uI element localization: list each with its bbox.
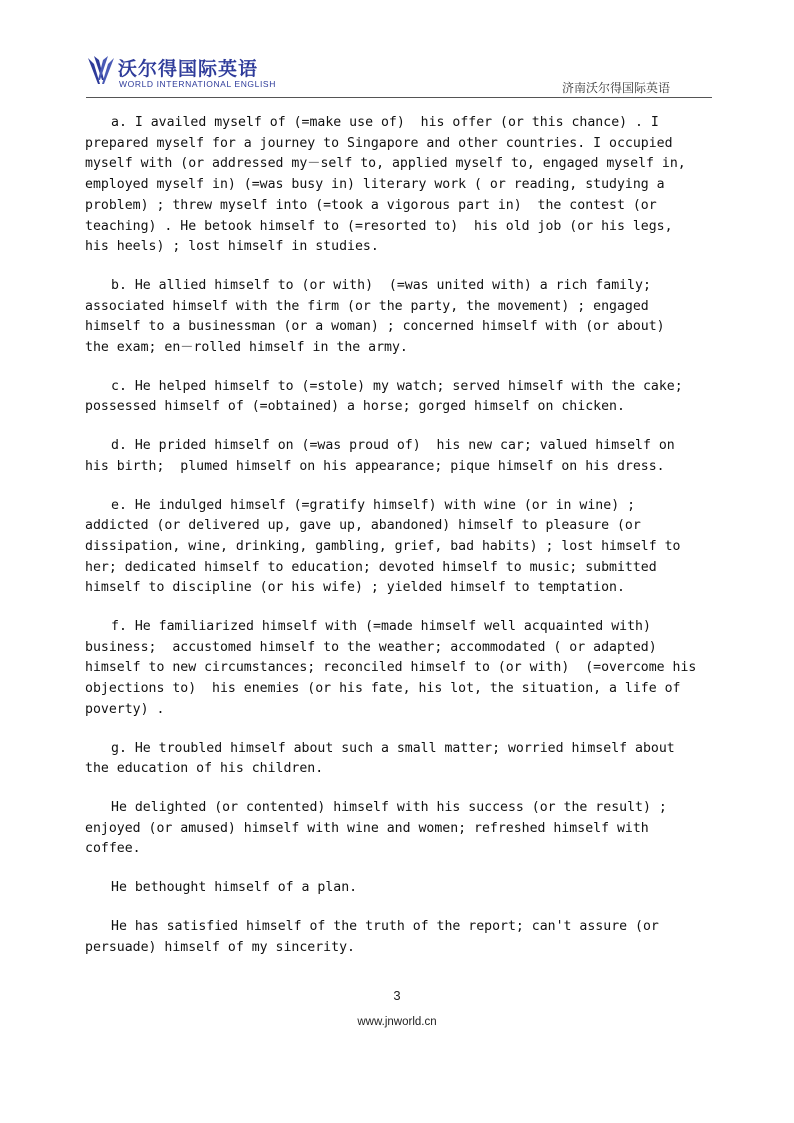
text-line: addicted (or delivered up, gave up, abandoned) himself to pleasure (or bbox=[85, 518, 641, 534]
logo-english-text: WORLD INTERNATIONAL ENGLISH bbox=[119, 79, 276, 89]
paragraph bbox=[85, 436, 710, 477]
text-line: persuade) himself of my sincerity. bbox=[85, 939, 355, 955]
text-line: poverty) . bbox=[85, 701, 165, 717]
text-line: teaching) . He betook himself to (=resorted to) his old job (or his legs, bbox=[85, 218, 673, 234]
paragraph bbox=[85, 878, 710, 899]
text-line: problem) ; threw myself into (=took a vigorous part in) the contest (or bbox=[85, 197, 657, 213]
text-line: his birth; plumed himself on his appearance; pique himself on his dress. bbox=[85, 458, 665, 474]
text-line: the education of his children. bbox=[85, 761, 324, 777]
text-line: a. I availed myself of (=make use of) his offer (or this chance) . I bbox=[111, 115, 659, 130]
page-number: 3 bbox=[393, 988, 401, 1003]
text-line: He delighted (or contented) himself with his success (or the result) ; bbox=[111, 799, 667, 815]
text-line: g. He troubled himself about such a small matter; worried himself about bbox=[111, 740, 675, 756]
paragraph bbox=[85, 496, 710, 600]
page-header bbox=[86, 52, 712, 98]
text-line: employed myself in) (=was busy in) literary work ( or reading, studying a bbox=[85, 177, 665, 193]
paragraph bbox=[85, 617, 710, 721]
text-line: himself to discipline (or his wife) ; yielded himself to temptation. bbox=[85, 580, 625, 596]
brand-logo bbox=[86, 52, 326, 92]
paragraph bbox=[85, 276, 710, 359]
paragraph bbox=[85, 739, 710, 780]
paragraph bbox=[85, 113, 710, 258]
text-line: himself to a businessman (or a woman) ; concerned himself with (or about) bbox=[85, 319, 665, 335]
text-line: himself to new circumstances; reconciled himself to (or with) (=overcome his bbox=[85, 660, 697, 676]
text-line: business; accustomed himself to the weather; accommodated ( or adapted) bbox=[85, 639, 657, 655]
text-line: associated himself with the firm (or the party, the movement) ; engaged bbox=[85, 298, 649, 314]
paragraph bbox=[85, 798, 710, 860]
paragraph bbox=[85, 377, 710, 418]
text-line: enjoyed (or amused) himself with wine and women; refreshed himself with bbox=[85, 820, 649, 836]
logo-wing-icon bbox=[86, 54, 116, 88]
text-line: myself with (or addressed my－self to, applied myself to, engaged myself in, bbox=[85, 156, 686, 172]
text-line: the exam; en－rolled himself in the army. bbox=[85, 340, 408, 356]
header-school-name: 济南沃尔得国际英语 bbox=[561, 81, 670, 95]
text-line: possessed himself of (=obtained) a horse; gorged himself on chicken. bbox=[85, 399, 625, 415]
text-line: He has satisfied himself of the truth of the report; can't assure (or bbox=[111, 918, 659, 934]
footer-url: www.jnworld.cn bbox=[357, 1016, 437, 1028]
text-line: f. He familiarized himself with (=made himself well acquainted with) bbox=[111, 619, 651, 635]
paragraph bbox=[85, 917, 710, 958]
text-line: objections to) his enemies (or his fate, his lot, the situation, a life of bbox=[85, 681, 681, 697]
text-line: e. He indulged himself (=gratify himself) with wine (or in wine) ; bbox=[111, 497, 636, 513]
text-line: prepared myself for a journey to Singapore and other countries. I occupied bbox=[85, 135, 673, 151]
text-line: d. He prided himself on (=was proud of) his new car; valued himself on bbox=[111, 438, 675, 454]
text-line: He bethought himself of a plan. bbox=[111, 880, 358, 896]
logo-chinese-text: 沃尔得国际英语 bbox=[118, 58, 259, 80]
document-body bbox=[85, 113, 710, 976]
text-line: c. He helped himself to (=stole) my watch; served himself with the cake; bbox=[111, 378, 683, 394]
text-line: coffee. bbox=[85, 841, 141, 857]
text-line: his heels) ; lost himself in studies. bbox=[85, 239, 379, 255]
text-line: b. He allied himself to (or with) (=was united with) a rich family; bbox=[111, 277, 651, 293]
text-line: her; dedicated himself to education; devoted himself to music; submitted bbox=[85, 559, 657, 575]
header-divider bbox=[86, 97, 712, 98]
text-line: dissipation, wine, drinking, gambling, grief, bad habits) ; lost himself to bbox=[85, 538, 681, 554]
